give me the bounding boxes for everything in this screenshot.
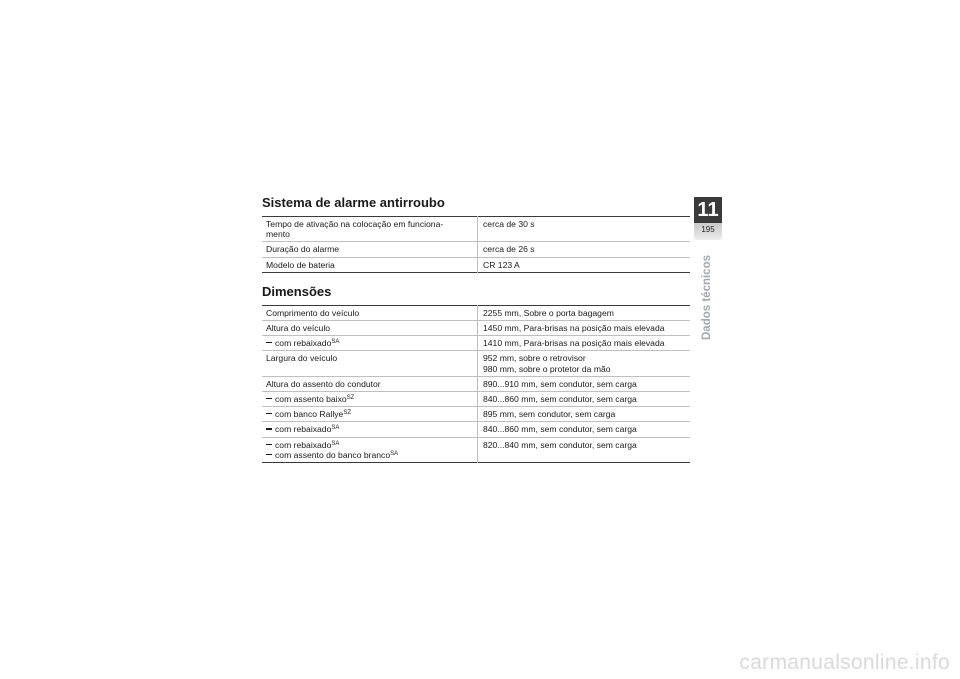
spec-label: Duração do alarme [262,242,478,257]
dash-item: com rebaixado$^{SA}$ [266,440,473,450]
table-row [262,242,690,257]
table-row [262,305,690,320]
spec-value: 2255 mm, Sobre o porta bagagem [478,305,691,320]
chapter-tab [694,197,722,240]
spec-value: cerca de 30 s [478,217,691,242]
dash-item: com assento do banco branco$^{SA}$ [266,450,473,460]
option-superscript: SA [331,440,340,447]
spec-label: Comprimento do veículo [262,305,478,320]
spec-value: cerca de 26 s [478,242,691,257]
option-superscript: SA [390,450,399,457]
spec-label [262,422,478,437]
spec-label: Modelo de bateria [262,257,478,272]
option-superscript: SZ [343,410,351,417]
table-row [262,376,690,391]
table-row [262,437,690,462]
spec-label [262,437,478,462]
option-superscript: SZ [346,395,355,402]
option-superscript: SA [331,425,340,432]
alarm-spec-table [262,216,690,273]
dimensions-section-title: Dimensões [262,283,332,299]
table-row [262,351,690,376]
spec-value: 840...860 mm, sem condutor, sem carga [478,392,691,407]
spec-value: 840...860 mm, sem condutor, sem carga [478,422,691,437]
spec-label: Altura do assento do condutor [262,376,478,391]
manual-page-content [262,195,690,465]
table-row [262,336,690,351]
spec-label [262,336,478,351]
dimensions-spec-table [262,305,690,463]
spec-label [262,407,478,422]
spec-value: 1410 mm, Para-brisas na posição mais elevada [478,336,691,351]
page-number: 195 [701,225,715,234]
spec-value: CR 123 A [483,259,520,270]
table-row [262,392,690,407]
table-row [262,407,690,422]
table-row [262,217,690,242]
table-row [262,422,690,437]
table-row [262,321,690,336]
table-row [262,257,690,272]
alarm-section-title: Sistema de alarme antirroubo [262,195,445,210]
dash-item: com rebaixado$^{SA}$ [266,424,473,434]
spec-value: 820...840 mm, sem condutor, sem carga [483,439,637,450]
dash-item: com assento baixo$^{SZ}$ [266,394,473,404]
spec-value: 1450 mm, Para-brisas na posição mais elevada [478,321,691,336]
chapter-number: 11 [697,199,719,221]
spec-value: 890...910 mm, sem condutor, sem carga [478,376,691,391]
dash-item: com banco Rallye$^{SZ}$ [266,409,473,419]
spec-label: Altura do veículo [262,321,478,336]
spec-value: 952 mm, sobre o retrovisor 980 mm, sobre o protetor da mão [478,351,691,376]
spec-label: Tempo de ativação na colocação em funciona- mento [262,217,478,242]
spec-label [262,392,478,407]
watermark: carmanualsonline.info [739,651,950,674]
chapter-side-title: Dados técnicos [701,255,713,340]
dash-item: com rebaixado$^{SA}$ [266,338,473,348]
spec-label: Largura do veículo [262,351,478,376]
option-superscript: SA [331,339,340,346]
spec-value: 895 mm, sem condutor, sem carga [478,407,691,422]
